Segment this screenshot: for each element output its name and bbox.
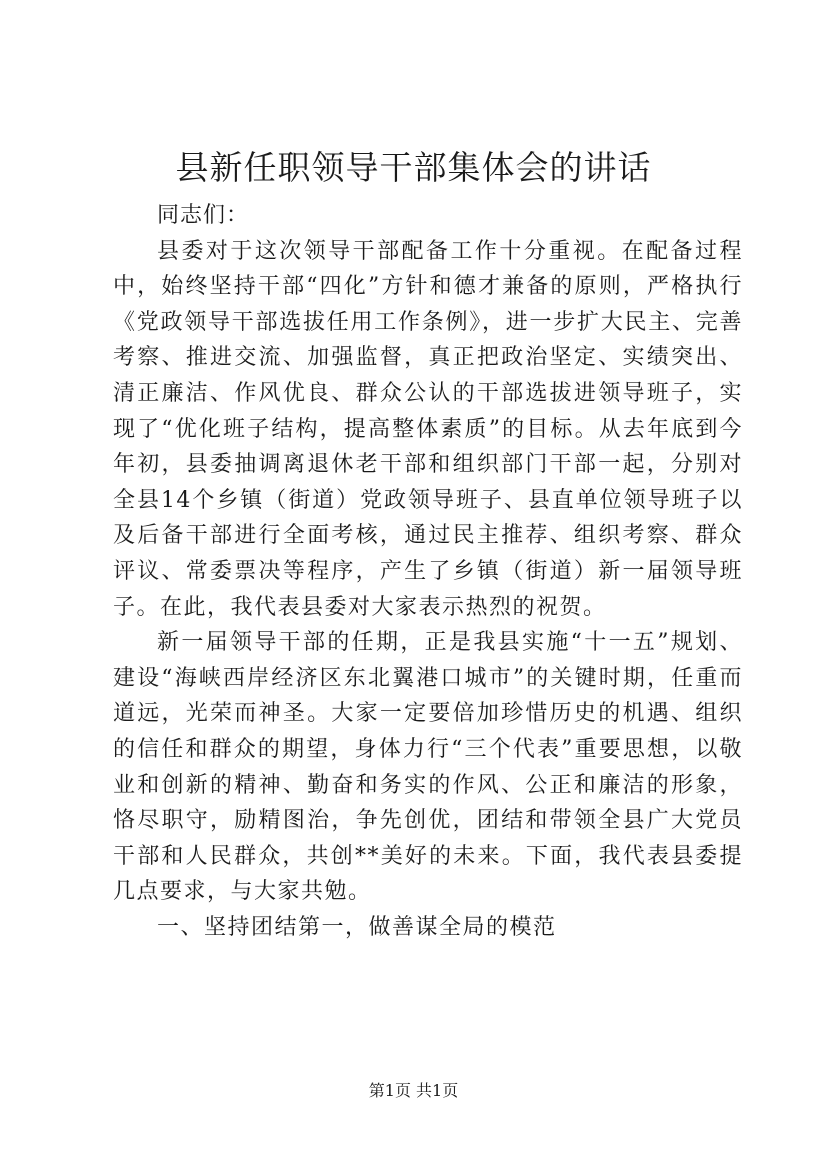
document-body [113, 198, 743, 945]
page-number-label: 第1页 共1页 [368, 1081, 459, 1100]
section-heading-1: 一、坚持团结第一，做善谋全局的模范 [157, 914, 557, 940]
document-title: 县新任职领导干部集体会的讲话 [175, 148, 652, 187]
page-footer [0, 1080, 827, 1102]
paragraph-2: 新一届领导干部的任期，正是我县实施“十一五”规划、建设“海峡西岸经济区东北翼港口城市”的关键时期，任重而道远，光荣而神圣。大家一定要倍加珍惜历史的机遇、组织的信任和群众的期望，身体力行“三个代表”重要思想，以敬业和创新的精神、勤奋和务实的作风、公正和廉洁的形象，恪尽职守，励精图治，争先创优，团结和带领全县广大党员干部和人民群众，共创**美好的未来。下面，我代表县委提几点要求，与大家共勉。 [113, 630, 743, 905]
paragraph-1: 县委对于这次领导干部配备工作十分重视。在配备过程中，始终坚持干部“四化”方针和德才兼备的原则，严格执行《党政领导干部选拔任用工作条例》，进一步扩大民主、完善考察、推进交流、加强监督，真正把政治坚定、实绩突出、清正廉洁、作风优良、群众公认的干部选拔进领导班子，实现了“优化班子结构，提高整体素质”的目标。从去年底到今年初，县委抽调离退休老干部和组织部门干部一起，分别对全县14个乡镇（街道）党政领导班子、县直单位领导班子以及后备干部进行全面考核，通过民主推荐、组织考察、群众评议、常委票决等程序，产生了乡镇（街道）新一届领导班子。在此，我代表县委对大家表示热烈的祝贺。 [113, 238, 743, 620]
salutation: 同志们： [157, 203, 250, 228]
